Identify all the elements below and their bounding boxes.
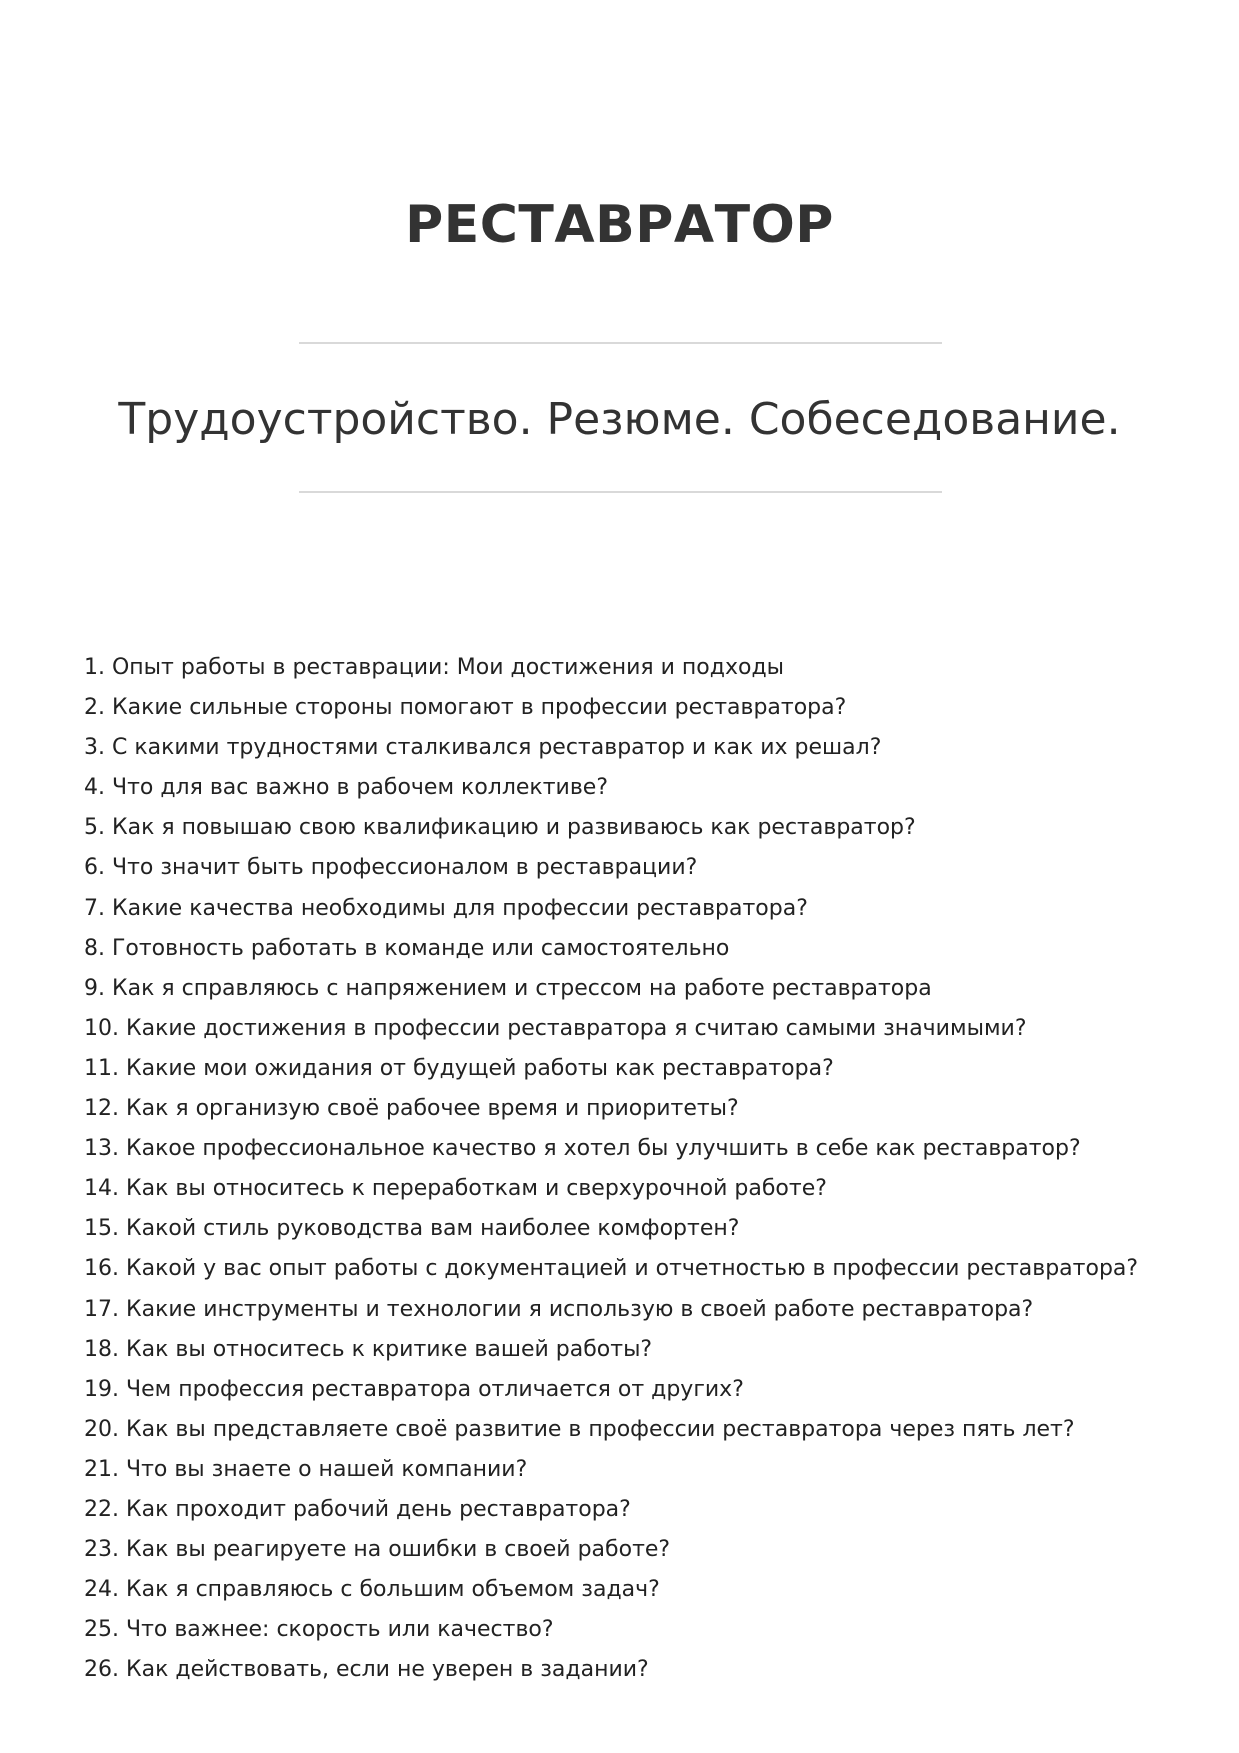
question-item: 3. С какими трудностями сталкивался реставратор и как их решал? [84, 735, 882, 761]
question-item: 1. Опыт работы в реставрации: Мои достижения и подходы [84, 655, 785, 680]
divider-top [299, 342, 942, 344]
question-item: 12. Как я организую своё рабочее время и приоритеты? [84, 1096, 739, 1122]
question-item: 13. Какое профессиональное качество я хотел бы улучшить в себе как реставратор? [84, 1136, 1081, 1162]
page-subtitle: Трудоустройство. Резюме. Собеседование. [118, 394, 1121, 445]
question-item: 5. Как я повышаю свою квалификацию и развиваюсь как реставратор? [84, 815, 916, 841]
question-item: 6. Что значит быть профессионалом в реставрации? [84, 855, 698, 881]
question-item: 24. Как я справляюсь с большим объемом задач? [84, 1577, 660, 1603]
divider-bottom [299, 491, 942, 493]
question-item: 8. Готовность работать в команде или самостоятельно [84, 935, 730, 961]
question-item: 2. Какие сильные стороны помогают в профессии реставратора? [84, 695, 847, 721]
question-item: 4. Что для вас важно в рабочем коллективе? [84, 775, 609, 801]
question-item: 9. Как я справляюсь с напряжением и стрессом на работе реставратора [84, 975, 932, 1001]
question-item: 11. Какие мои ожидания от будущей работы как реставратора? [84, 1055, 834, 1081]
question-item: 21. Что вы знаете о нашей компании? [84, 1456, 528, 1482]
question-item: 15. Какой стиль руководства вам наиболее комфортен? [84, 1216, 740, 1242]
question-item: 7. Какие качества необходимы для профессии реставратора? [84, 895, 808, 921]
question-item: 17. Какие инструменты и технологии я использую в своей работе реставратора? [84, 1296, 1034, 1322]
question-list [84, 648, 1164, 1690]
question-item: 22. Как проходит рабочий день реставратора? [84, 1496, 631, 1522]
page-title: РЕСТАВРАТОР [405, 195, 834, 255]
question-item: 18. Как вы относитесь к критике вашей работы? [84, 1336, 653, 1362]
question-item: 19. Чем профессия реставратора отличается от других? [84, 1376, 744, 1402]
question-item: 26. Как действовать, если не уверен в задании? [84, 1657, 649, 1683]
question-item: 14. Как вы относитесь к переработкам и сверхурочной работе? [84, 1176, 827, 1202]
question-item: 25. Что важнее: скорость или качество? [84, 1617, 554, 1643]
question-item: 23. Как вы реагируете на ошибки в своей работе? [84, 1537, 671, 1563]
question-item: 16. Какой у вас опыт работы с документацией и отчетностью в профессии реставратора? [84, 1256, 1139, 1282]
question-item: 20. Как вы представляете своё развитие в профессии реставратора через пять лет? [84, 1416, 1075, 1442]
question-item: 10. Какие достижения в профессии реставратора я считаю самыми значимыми? [84, 1015, 1027, 1041]
